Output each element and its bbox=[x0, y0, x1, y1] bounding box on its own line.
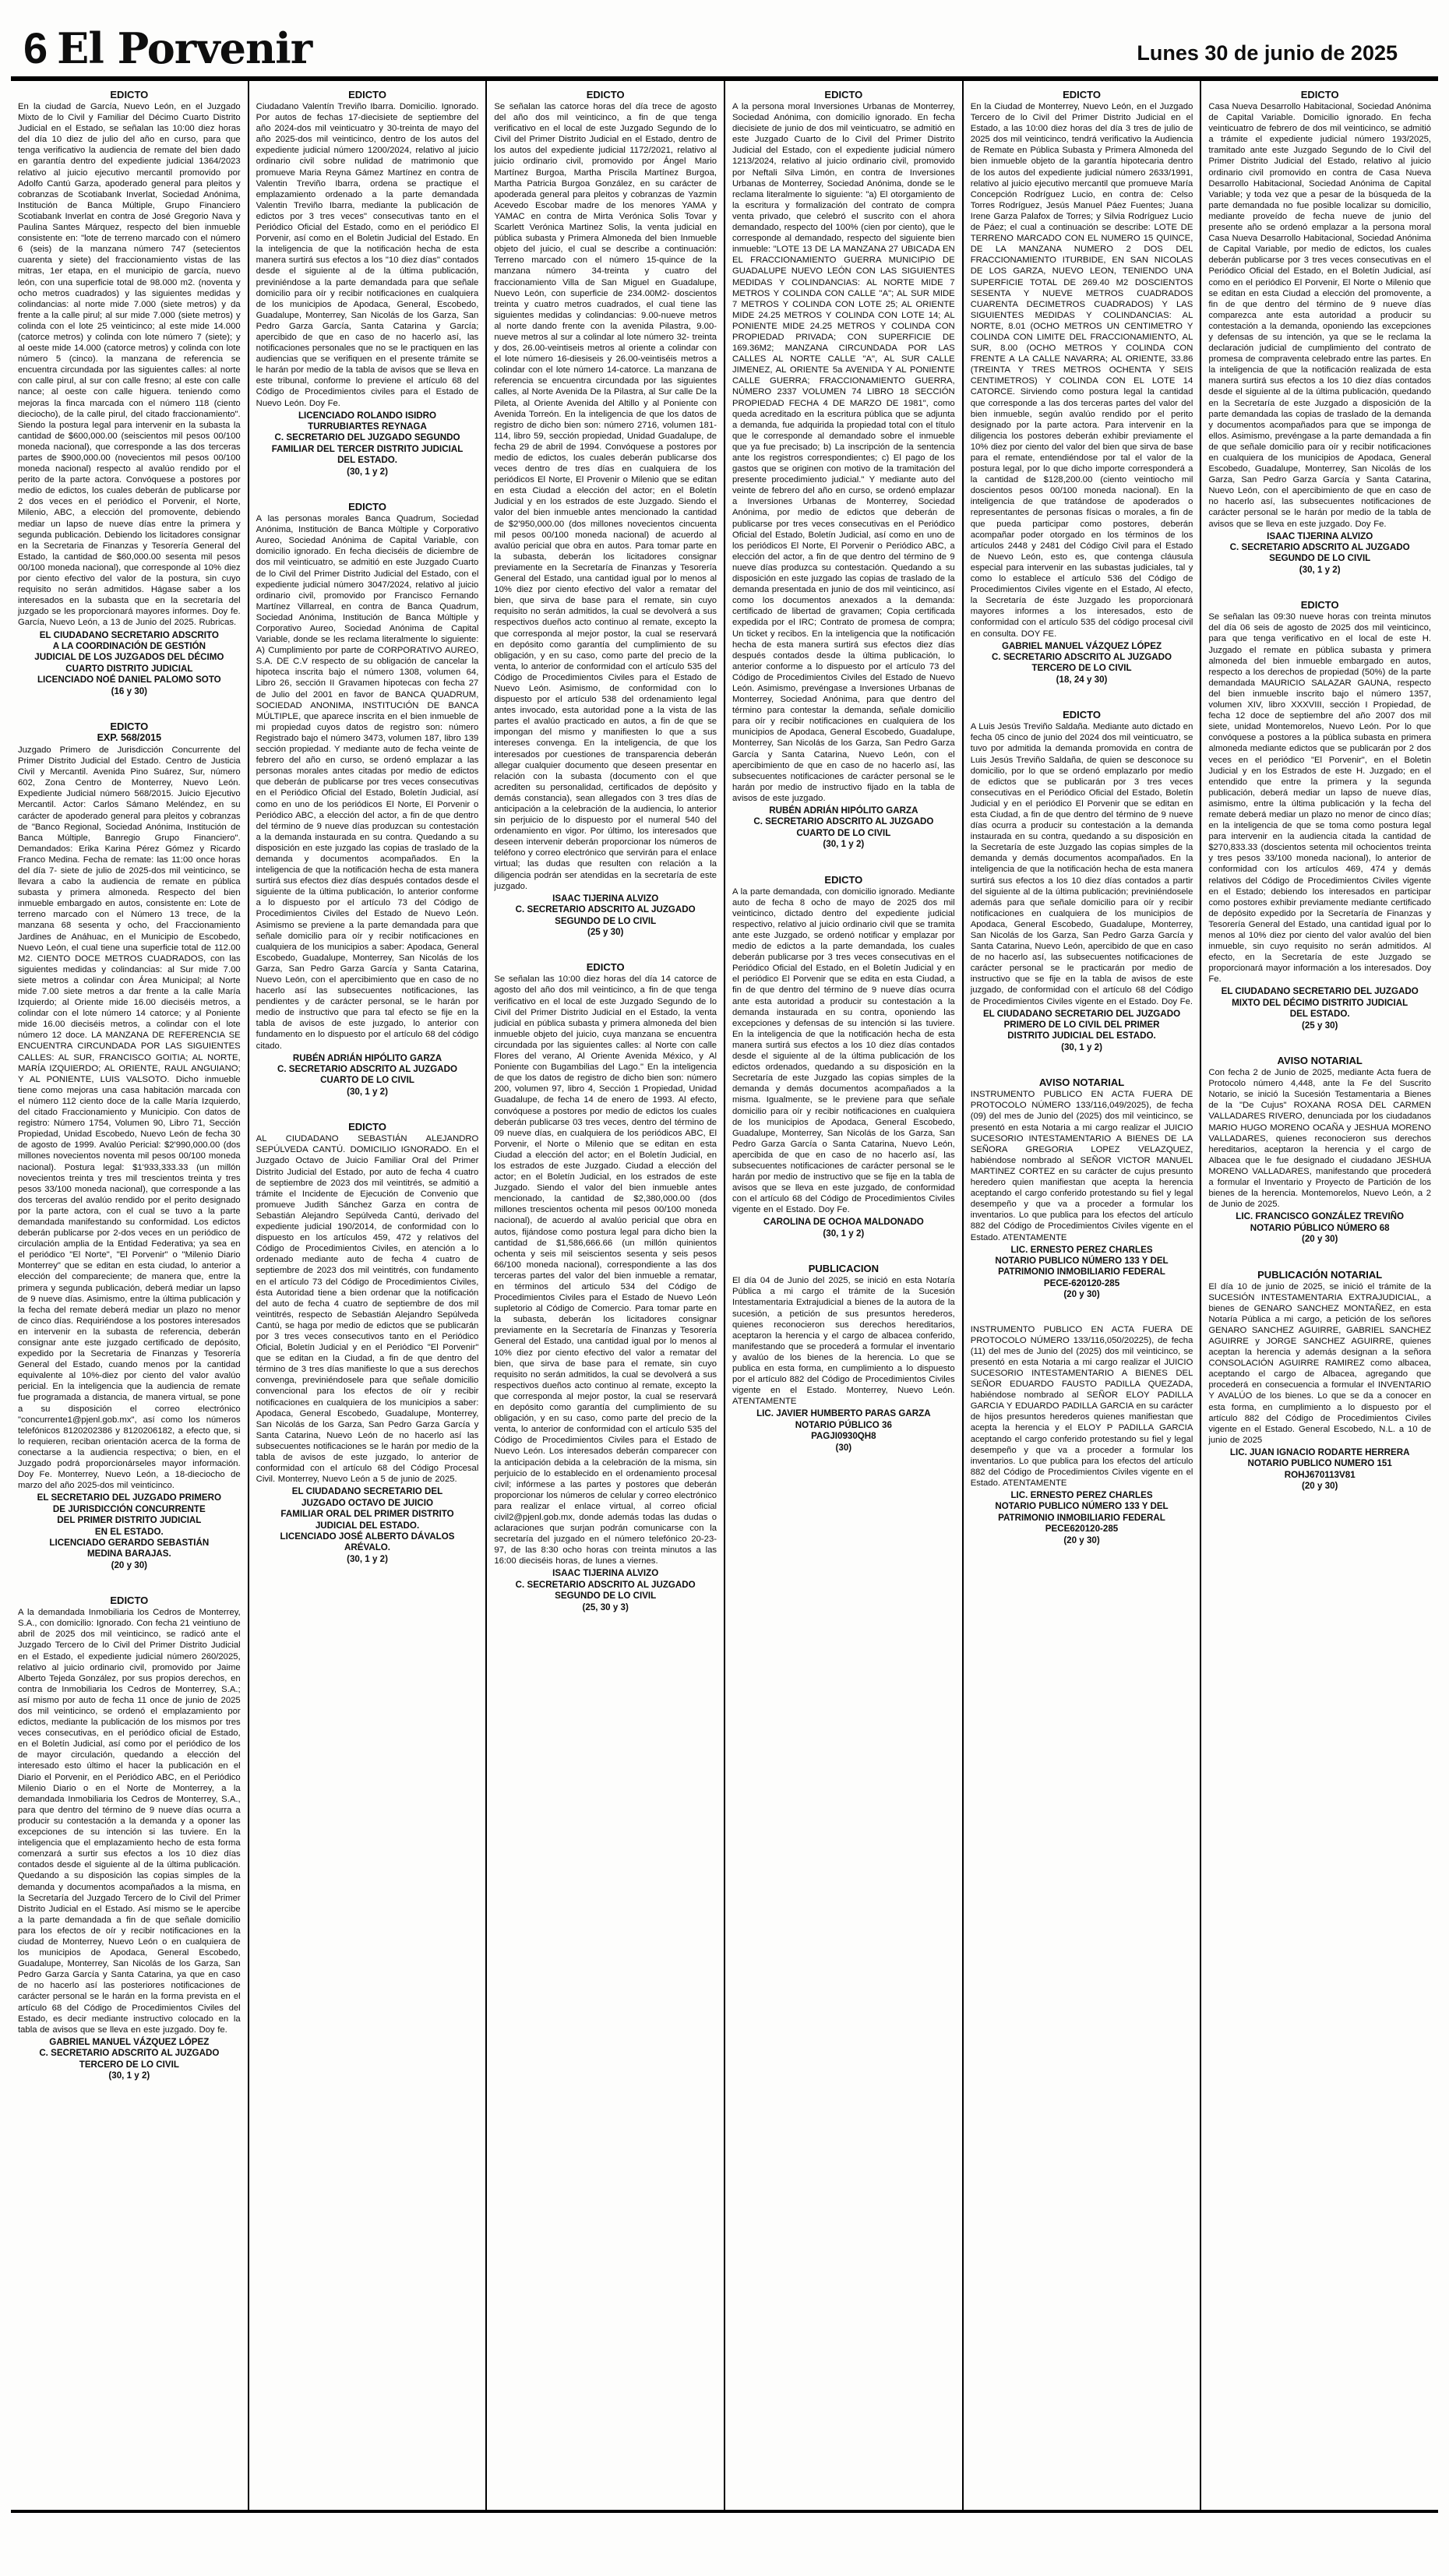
signature-line: C. SECRETARIO ADSCRITO AL JUZGADO bbox=[1229, 542, 1410, 553]
signature-line: PECE-620120-285 bbox=[1043, 1277, 1120, 1288]
page-columns bbox=[11, 81, 1438, 2513]
notice-body: En la ciudad de García, Nuevo León, en el Juzgado Mixto de lo Civil y Familiar del Décimo Cuarto Distrito Judicial en el Estado, se señalan las 10:00 diez horas del día 10 diez de julio del año en curso, para que tenga verificativo la audiencia de remate del bien dado en garantía dentro del expediente judicial 1364/2023 relativo al juicio ejecutivo mercantil promovido por Adolfo Cantú Garza, apoderado general para pleitos y cobranzas de Scotiabank Inverlat, Sociedad Anónima, Institución de Banca Múltiple, Grupo Financiero Scotiabank Inverlat en contra de José Gregorio Nava y Paulina Santes Márquez, respecto del bien inmueble consistente en: "lote de terreno marcado con el número 6 (seis) de la manzana número 747 (setecientos cuarenta y siete) del fraccionamiento vistas de las mitras, 1er etapa, en el municipio de garcía, nuevo león, con una superficie total de 98.000 m2. (noventa y ocho metros cuadrados) y las siguientes medidas y colindancias: al norte mide 7.000 (siete metros) y da frente a la calle pirul; al sur mide 7.000 (siete metros) y colinda con el lote 25 veinticinco; al este mide 14.000 (catorce metros) y colinda con lote número 7 (siete); y al oeste mide 14.000 (catorce metros) y colinda con lote número 5 (cinco). la manzana de referencia se encuentra circundada por las siguientes calles: al norte con calle pirul, al sur con calle fresno; al este con calle nance; al oeste con calle higuera. teniendo como mejoras la finca marcada con el número 118 (ciento dieciocho), de la calle pirul, del citado fraccionamiento". Siendo la postura legal para intervenir en la subasta la cantidad de $600,000.00 (seiscientos mil pesos 00/100 moneda nacional), que corresponde a las dos terceras partes de $900,000.00 (novecientos mil pesos 00/100 moneda nacional) respecto al avalúo rendido por el perito de la parte actora. Convóquese a postores por medio de edictos, los cuales deberán de publicarse por 2 dos veces en el periódico el Porvenir, el Norte, Milenio, ABC, a elección del promovente, debiendo mediar un lapso de nueve días entre la primera y segunda publicación. Debiendo los licitadores consignar en la Secretaria de Finanzas y Tesorería General del Estado, la cantidad de $60,000.00 sesenta mil pesos 00/100 moneda nacional), que corresponde al 10% diez por ciento efectivo del valor de la postura, sin cuyo requisito no serán admitidos. Hágase saber a los interesados en la subasta que en la secretaría del juzgado se les proporcionará mayores informes. Doy fe. García, Nuevo León, a 13 de Junio del 2025. Rubricas. bbox=[18, 102, 241, 628]
signature-line: RUBÉN ADRIÁN HIPÓLITO GARZA bbox=[769, 805, 918, 816]
signature-line: LICENCIADO GERARDO SEBASTIÁN bbox=[49, 1537, 210, 1548]
notice-heading: EDICTO bbox=[1300, 89, 1339, 100]
signature-line: EL CIUDADANO SECRETARIO DEL JUZGADO bbox=[1221, 986, 1419, 997]
notice-signature bbox=[18, 1492, 241, 1571]
signature-line: LIC. FRANCISCO GONZÁLEZ TREVIÑO bbox=[1236, 1211, 1405, 1222]
signature-line: (18, 24 y 30) bbox=[1056, 674, 1108, 685]
page-number: 6 bbox=[23, 23, 48, 72]
signature-line: EL CIUDADANO SECRETARIO DEL JUZGADO bbox=[982, 1008, 1181, 1019]
notice-body: Se señalan las catorce horas del día trece de agosto del año dos mil veinticinco, a fin de que tenga verificativo en el local de este Juzgado Segundo de lo Civil del Primer Distrito Judicial en el Estado, dentro de los autos del expediente judicial 1172/2021, relativo al juicio ordinario civil, promovido por Ángel Mario Martínez Burgoa, Martha Priscila Martínez Burgoa, Martha Patricia Burgoa González, en su carácter de apoderada general para pleitos y cobranzas de Yazmin Acevedo Escobar madre de los menores YAMA y YAMAC en contra de Mirta Verónica Solis Tovar y Scarlett Verónica Martinez Solis, la venta judicial en pública subasta y Primera Almoneda del bien Inmueble objeto del juicio, el cual se describe a continuación: Terreno marcado con el número 15-quince de la manzana número 34-treinta y cuatro del fraccionamiento Villa de San Miguel en Guadalupe, Nuevo León, con superficie de 234.00M2- doscientos treinta y cuatro metros cuadrados, el cual tiene las siguientes medidas y colindancias: 9.00-nueve metros al norte dando frente con la avenida Pilastra, 9.00-nueve metros al sur a colindar al lote número 32- treinta y dos, 26.00-veintiseis metros al oriente a colindar con el lote número 16-diesiseis y 26.00-veintiséis metros a colindar con el lote número 14-catorce. La manzana de referencia se encuentra circundada por las siguientes calles, al Norte Avenida De la Pilastra, al Sur calle De la Pileta, al Oriente Avenida del Altillo y al Poniente con Avenida Torreón. En la inteligencia de que los datos de registro de dicho bien son: número 2716, volumen 181-114, libro 59, sección propiedad, Unidad Guadalupe, de fecha 29 de abril de 1994. Convóquese a postores por medio de edictos, los cuales deberán publicarse dos veces dentro de tres días en cualquiera de los periódicos El Norte, El Provenir o Milenio que se editan en esta Ciudad a elección del actor; en el Boletín Judicial y en los estrados de este Juzgado. Siendo el valor del bien inmueble antes mencionado la cantidad de $2'950,000.00 (dos millones novecientos cincuenta mil pesos 00/100 moneda nacional) de acuerdo al avalúo pericial que obra en autos. Para tomar parte en la subasta, deberán los licitadores consignar previamente en la Secretaría de Finanzas y Tesorería General del Estado, una cantidad igual por lo menos al 10% diez por ciento efectivo del valor a rematar del bien, que sirva de base para el remate, sin cuyo requisito no serán admitidos, la cual se devolverá a sus respectivos dueños acto continuo al remate, excepto la que corresponda al mejor postor, la cual se reservará en depósito como garantía del cumplimiento de su obligación, y en su caso, como parte del precio de la venta, lo anterior de conformidad con el artículo 535 del Código de Procedimientos Civiles para el Estado de Nuevo León. Asimismo, de conformidad con lo dispuesto por el artículo 538 del ordenamiento legal antes invocado, esta autoridad pone a la vista de las partes el avalúo practicado en autos, a fin de que se impongan del mismo y manifiesten lo que a sus intereses convenga. En la inteligencia, de que los interesados por cuestiones de transparencia deberán allegar cualquier documento que deseen presentar en relación con la subasta (documento con el que acrediten su personalidad, certificados de depósito y demás constancia), sean allegados con 3 tres días de anticipación a la celebración de la audiencia, lo anterior sin perjuicio de lo dispuesto por el numeral 540 del ordenamiento en vigor. Por último, los interesados que deseen intervenir deberán proporcionar los números de teléfono y correo electrónico que servirán para el enlace virtual; las dudas que resulten con relación a la diligencia podrán ser atendidas en la secretaría de este juzgado. bbox=[494, 102, 717, 891]
signature-line: SEGUNDO DE LO CIVIL bbox=[555, 1591, 657, 1602]
signature-line: (16 y 30) bbox=[111, 685, 148, 696]
legal-notice bbox=[1208, 1269, 1431, 1492]
signature-line: (30) bbox=[835, 1442, 852, 1453]
signature-line: NOTARIO PUBLICO NUMERO 151 bbox=[1247, 1458, 1392, 1469]
page-header bbox=[0, 0, 1449, 73]
legal-notice bbox=[256, 1121, 479, 1565]
notice-body: A la demandada Inmobiliaria los Cedros de Monterrey, S.A., con domicilio: Ignorado. Con fecha 21 veintiuno de abril de 2025 dos mil veinticinco, se radicó ante el Juzgado Tercero de lo Civil del Primer Distrito Judicial en el Estado, el expediente judicial número 260/2025, relativo al juicio ordinario civil, promovido por Jaime Alberto Tejeda González, por sus propios derechos, en contra de Inmobiliaria los Cedros de Monterrey, S.A.; así mismo por auto de fecha 11 once de junio de 2025 dos mil veinticinco, se ordenó el emplazamiento por edictos, mediante la publicación de los mismos por tres veces consecutivas, en el periódico oficial de Estado, en el Boletín Judicial, así como por el periódico de los de mayor circulación, quedando a elección del interesado esto último el hacer la publicación en el Diario el Porvenir, en el Periódico ABC, en el Periódico Milenio Diario o en el Norte de Monterrey, a la demandada Inmobiliaria los Cedros de Monterrey, S.A., para que dentro del término de 9 nueve días ocurra a producir su contestación a la demanda y a oponer las excepciones de su intención si las tuviere. En la inteligencia que el emplazamiento hecho de esta forma comenzará a surtir sus efectos a los 10 diez días contados desde el siguiente al de la última publicación. Quedando a su disposición las copias simples de la demanda y documentos acompañados a la misma, en la Secretaría del Juzgado Tercero de lo Civil del Primer Distrito Judicial en el Estado. Así mismo se le apercibe a la parte demandada a fin de que señale domicilio para los efectos de oír y recibir notificaciones en la ciudad de Monterrey, Nuevo León o en cualquiera de los municipios de Apodaca, General Escobedo, Guadalupe, Monterrey, San Nicolás de los Garza, San Pedro Garza García y Santa Catarina, ya que en caso de no hacerlo así las posteriores notificaciones de carácter personal se le harán en la forma prevista en el artículo 68 del Código de Procedimientos Civiles del Estado, es decir mediante instructivo colocado en la tabla de avisos que se lleva en este juzgado. Doy fe. bbox=[18, 1608, 241, 2035]
signature-line: PATRIMONIO INMOBILIARIO FEDERAL bbox=[998, 1512, 1165, 1523]
notice-body: Se señalan las 09:30 nueve horas con treinta minutos del día 06 seis de agosto de 2025 dos mil veinticinco, para que tenga verificativo en el local de este H. Juzgado el remate en pública subasta y primera almoneda del bien inmueble embargado en autos, respecto a los derechos de propiedad (50%) de la parte demandada MAURICIO SALAZAR GAUNA, respecto del bien inmueble inscrito bajo el número 1357, volumen XIV, libro XXXVIII, sección I Propiedad, de fecha 12 doce de septiembre del año 2007 dos mil siete, unidad Montemorelos, Nuevo León. Por lo que convóquese a postores a la pública subasta en primera almoneda mediante edictos que se publicarán por 2 dos veces en el periódico "El Porvenir", en el Boletin Judicial y en los Estrados de este H. Juzgado; en el entendido que entre la primera y la segunda publicación, deberá mediar un lapso de nueve días, asimismo, entre la última publicación y la fecha del remate deberá mediar un plazo no menor de cinco días; en la inteligencia de que se toma como postura legal para intervenir en la audiencia citada la cantidad de $270,833.33 (doscientos setenta mil ochocientos treinta y tres pesos 33/100 moneda nacional), lo anterior de conformidad con los artículos 469, 474 y demás relativos del Código de Procedimientos Civiles vigente en el Estado; debiendo los interesados en participar como postores exhibir previamente mediante certificado de depósito expedido por la Secretaría de Finanzas y Tesorería General del Estado, una cantidad igual por lo menos al 10% diez por ciento del valor avalúo del bien inmueble, sin cuyo requisito no serán admitidos. Al efecto, en la Secretaría de este Juzgado se proporcionará mayor información a los interesados. Doy Fe. bbox=[1208, 612, 1432, 985]
signature-line: NOTARIO PUBLICO NÚMERO 133 Y DEL bbox=[995, 1501, 1169, 1512]
masthead bbox=[23, 23, 312, 73]
signature-line: TURRUBIARTES REYNAGA bbox=[308, 421, 427, 432]
notice-heading: EDICTO bbox=[824, 89, 863, 100]
notice-body: Con fecha 2 de Junio de 2025, mediante Acta fuera de Protocolo número 4,448, ante la Fe del Suscrito Notario, se inició la Sucesión Testamentaria a Bienes de la "De Cujus" ROXANA ROSA DEL CARMEN VALLADARES RIVERO, denunciada por los ciudadanos MARIO HUGO MORENO OCAÑA y JESHUA MORENO VALLADARES, quienes reconocieron sus derechos hereditarios, aceptaron la herencia y el cargo de Albacea que le fue designado el ciudadano JESHUA MORENO VALLADARES, manifestando que procederá a formular el Inventario y Proyecto de Partición de los bienes de la herencia. Montemorelos, Nuevo León, a 2 de Junio de 2025. bbox=[1208, 1068, 1432, 1210]
notice-signature bbox=[494, 1568, 717, 1613]
legal-notice bbox=[732, 89, 955, 851]
signature-line: GABRIEL MANUEL VÁZQUEZ LÓPEZ bbox=[49, 2036, 210, 2047]
notice-subheading: EXP. 568/2015 bbox=[97, 731, 162, 743]
notice-signature bbox=[256, 1053, 479, 1098]
notice-signature bbox=[971, 1009, 1193, 1054]
newspaper-column bbox=[487, 81, 725, 2510]
notice-body: En la Ciudad de Monterrey, Nuevo León, en el Juzgado Tercero de lo Civil del Primer Distrito Judicial en el Estado, a las 10:00 diez horas del día 3 tres de julio de 2025 dos mil veinticinco, tendrá verificativo la Audiencia de Remate en Pública Subasta y Primera Almoneda del bien inmueble objeto de la garantía hipotecaria dentro de los autos del expediente judicial número 2633/1991, relativo al juicio ejecutivo mercantil que promueve María Concepción Rodríguez Lucio, en contra de: Celso Torres Rodríguez, Jesús Manuel Páez Fuentes; Juana Irene Garza Palafox de Torres; y Silvia Rodríguez Lucio de Páez; el cual a continuación se describe: LOTE DE TERRENO MARCADO CON EL NUMERO 15 QUINCE, DE LA MANZANA NUMERO 2 DOS DEL FRACCIONAMIENTO ITURBIDE, EN SAN NICOLAS DE LOS GARZA, NUEVO LEON, TENIENDO UNA SUPERFICIE TOTAL DE 269.40 M2 DOSCIENTOS SESENTA Y NUEVE METROS CUADRADOS CUARENTA DECIMETROS CUADRADOS) Y LAS SIGUIENTES MEDIDAS Y COLINDANCIAS: AL NORTE, 8.01 (OCHO METROS UN CENTIMETRO Y COLINDA CON LIMITE DEL FRACCIONAMIENTO, AL SUR, 8.00 (OCHO METROS Y COLINDA CON FRENTE A LA CALLE NAVARRA; AL ORIENTE, 33.86 (TREINTA Y TRES METROS OCHENTA Y SEIS CENTIMETROS) Y COLINDA CON EL LOTE 14 CATORCE. Sirviendo como postura legal la cantidad que corresponde a las dos terceras partes del valor del bien inmueble, según avalúo rendido por el perito designado por la parte actora. Para intervenir en la diligencia los postores deberán exhibir previamente el 10% diez por ciento del valor del bien que sirva de base para el remate, entendiéndose por tal el valor de la postura legal, por lo que dicho importe corresponderá a la cantidad de $128,200.00 (ciento veintiocho mil doscientos pesos 00/100 moneda nacional). En la inteligencia de que tratándose de apoderados o representantes de personas físicas o morales, a fin de que pueda participar como postores, deberán acompañar poder otorgado en los términos de los artículos 2448 y 2481 del Código Civil para el Estado de Nuevo León, esto es, que contenga cláusula especial para intervenir en las subastas judiciales, tal y como lo establece el artículo 536 del Código de Procedimientos Civiles vigente en el Estado, Al efecto, la Secretaría de éste Juzgado les proporcionará mayores informes a los interesados, esto de conformidad con el artículo 535 del código procesal civil en consulta. DOY FE. bbox=[970, 102, 1193, 639]
legal-notice bbox=[971, 709, 1193, 1053]
signature-line: MEDINA BARAJAS. bbox=[86, 1549, 171, 1559]
notice-heading: EDICTO bbox=[1063, 709, 1101, 721]
signature-line: CUARTO DE LO CIVIL bbox=[320, 1075, 414, 1086]
notice-signature bbox=[1208, 531, 1431, 576]
notice-signature bbox=[971, 1245, 1193, 1301]
legal-notice bbox=[971, 1324, 1193, 1546]
notice-signature bbox=[256, 411, 479, 477]
legal-notice bbox=[971, 89, 1193, 685]
newspaper-title: El Porvenir bbox=[57, 23, 312, 73]
signature-line: (25 y 30) bbox=[587, 926, 624, 937]
signature-line: (25, 30 y 3) bbox=[582, 1602, 629, 1612]
signature-line: JUZGADO OCTAVO DE JUICIO bbox=[301, 1497, 433, 1508]
signature-line: TERCERO DE LO CIVIL bbox=[1031, 663, 1132, 674]
edition-date: Lunes 30 de junio de 2025 bbox=[1137, 41, 1398, 65]
signature-line: LIC. ERNESTO PEREZ CHARLES bbox=[1010, 1244, 1153, 1255]
signature-line: (30, 1 y 2) bbox=[347, 1553, 388, 1564]
signature-line: EL CIUDADANO SECRETARIO ADSCRITO bbox=[39, 629, 219, 640]
signature-line: PECE620120-285 bbox=[1045, 1524, 1119, 1535]
signature-line: DEL PRIMER DISTRITO JUDICIAL bbox=[57, 1515, 202, 1526]
signature-line: JUDICIAL DEL ESTADO. bbox=[315, 1520, 420, 1531]
signature-line: LIC. JUAN IGNACIO RODARTE HERRERA bbox=[1229, 1447, 1410, 1457]
notice-body: El día 04 de Junio del 2025, se inició en esta Notaría Pública a mi cargo el trámite de la Sucesión Intestamentaria Extrajudicial a bienes de la autora de la sucesión, a petición de sus presuntos herederos, quienes reconocieron sus derechos hereditarios, aceptaron la herencia y el cargo de albacea conferido, manifestando que se procederá a formular el inventario y avalúo de los bienes de la herencia. Lo que se publica en esta forma, en cumplimiento a lo dispuesto por el artículo 882 del Código de Procedimientos Civiles vigente en el Estado. Monterrey, Nuevo León. ATENTAMENTE bbox=[732, 1276, 955, 1407]
newspaper-column bbox=[249, 81, 488, 2510]
signature-line: DEL ESTADO. bbox=[1289, 1009, 1350, 1020]
notice-body: A la parte demandada, con domicilio ignorado. Mediante auto de fecha 8 ocho de mayo de 2025 dos mil veinticinco, dictado dentro del expediente judicial respectivo, relativo al juicio ordinario civil que se tramita ante este Juzgado, se ordenó notificar y emplazar por medio de edictos a la parte demandada, los cuales deberán publicarse por 3 tres veces consecutivas en el Periódico Oficial del Estado, en el Boletín Judicial y en el periódico El Porvenir que se edita en esta Ciudad, a fin de que dentro del término de 9 nueve días ocurra ante esta autoridad a producir su contestación a la demanda instaurada en su contra, oponiendo las excepciones y defensas de su intención si las tuviere. En la inteligencia de que la notificación hecha de esta manera surtirá sus efectos a los 10 diez días contados desde el siguiente al de la última publicación de los edictos ordenados, quedando a su disposición en la Secretaría de este Juzgado las copias simples de la demanda y demás documentos acompañados a la misma. Igualmente, se le previene para que señale domicilio para oír y recibir notificaciones en cualquiera de los municipios de Apodaca, General Escobedo, Guadalupe, Monterrey, San Nicolás de los Garza, San Pedro Garza García o Santa Catarina, Nuevo León, apercibida de que en caso de no hacerlo así, las subsecuentes notificaciones de carácter personal se le harán por medio de instructivo que se fije en la tabla de avisos que se lleva en este juzgado, de conformidad con el artículo 68 del Código de Procedimientos Civiles vigente en el Estado. Doy Fe. bbox=[732, 886, 955, 1215]
notice-heading: EDICTO bbox=[586, 89, 625, 100]
notice-body: El día 10 de junio de 2025, se inició el trámite de la SUCESIÓN INTESTAMENTARIA EXTRAJUDICIAL, a bienes de GENARO SANCHEZ MONTAÑEZ, en esta Notaría Pública a mi cargo, a petición de los señores GENARO SANCHEZ AGUIRRE, GABRIEL SANCHEZ AGUIRRE y JORGE SANCHEZ AGUIRRE, quienes aceptan la herencia y además designan a la señora CONSOLACIÓN AGUIRRE RAMIREZ como albacea, aceptando el cargo de Albacea, agregando que procederá en consecuencia a formular el INVENTARIO Y AVALÚO de los bienes. Lo que se da a conocer en esta forma, en cumplimiento a lo dispuesto por el artículo 882 del Código de Procedimientos Civiles vigente en el Estado. General Escobedo, N.L. a 10 de junio de 2025 bbox=[1208, 1281, 1432, 1445]
signature-line: NOTARIO PUBLICO NÚMERO 133 Y DEL bbox=[995, 1256, 1169, 1266]
signature-line: PAGJI0930QH8 bbox=[811, 1431, 876, 1442]
notice-heading: EDICTO bbox=[348, 1121, 386, 1133]
legal-notice bbox=[732, 874, 955, 1240]
signature-line: (20 y 30) bbox=[1301, 1234, 1338, 1245]
legal-notice bbox=[18, 89, 241, 697]
notice-body: INSTRUMENTO PUBLICO EN ACTA FUERA DE PROTOCOLO NÚMERO 133/116,050/20225), de fecha (11) del mes de Junio del (2025) dos mil veinticinco, se presentó en esta Notaria a mi cargo realizar el JUICIO SUCESORIO INTESTAMENTARIO A BIENES DEL SEÑOR EDUARDO FAUSTO PADILLA QUEZADA, habiéndose nombrado al SEÑOR ELOY PADILLA GARCIA Y EDUARDO PADILLA GARCIA en su carácter de hijos presuntos herederos quienes manifiestan que acepta la herencia y el ELOY P PADILLA GARCIA aceptando el cargo conferido protestando su fiel y legal desempeño y que va a proceder a formular los inventarios. Lo que publica para los efectos del artículo 882 del Código de Procedimientos Civiles vigente en el Estado. ATENTAMENTE bbox=[970, 1324, 1193, 1488]
notice-heading: AVISO NOTARIAL bbox=[1277, 1055, 1363, 1067]
signature-line: ARÉVALO. bbox=[344, 1542, 391, 1553]
notice-signature bbox=[971, 1490, 1193, 1546]
notice-signature bbox=[494, 893, 717, 939]
signature-line: C. SECRETARIO ADSCRITO AL JUZGADO bbox=[515, 1579, 696, 1590]
signature-line: CUARTO DE LO CIVIL bbox=[796, 827, 891, 838]
signature-line: A LA COORDINACIÓN DE GESTIÓN bbox=[52, 640, 206, 651]
legal-notice bbox=[1208, 89, 1431, 576]
notice-heading: PUBLICACION bbox=[808, 1263, 879, 1275]
signature-line: SEGUNDO DE LO CIVIL bbox=[555, 915, 657, 926]
signature-line: ISAAC TIJERINA ALVIZO bbox=[552, 893, 659, 904]
signature-line: GABRIEL MANUEL VÁZQUEZ LÓPEZ bbox=[1001, 640, 1162, 651]
legal-notice bbox=[971, 1077, 1193, 1300]
notice-heading: EDICTO bbox=[110, 720, 149, 732]
notice-signature bbox=[256, 1486, 479, 1565]
signature-line: PATRIMONIO INMOBILIARIO FEDERAL bbox=[998, 1267, 1165, 1277]
newspaper-column bbox=[1201, 81, 1438, 2510]
legal-notice bbox=[1208, 1055, 1431, 1245]
signature-line: TERCERO DE LO CIVIL bbox=[79, 2059, 179, 2070]
newspaper-column bbox=[725, 81, 964, 2510]
notice-heading: EDICTO bbox=[1300, 599, 1339, 611]
signature-line: MIXTO DEL DÉCIMO DISTRITO JUDICIAL bbox=[1232, 997, 1408, 1008]
legal-notice bbox=[1208, 599, 1431, 1031]
legal-notice bbox=[256, 501, 479, 1098]
signature-line: (30, 1 y 2) bbox=[823, 1228, 865, 1239]
signature-line: ISAAC TIJERINA ALVIZO bbox=[552, 1568, 659, 1579]
signature-line: CAROLINA DE OCHOA MALDONADO bbox=[763, 1217, 924, 1228]
signature-line: C. SECRETARIO ADSCRITO AL JUZGADO bbox=[277, 1064, 458, 1075]
signature-line: RUBÉN ADRIÁN HIPÓLITO GARZA bbox=[292, 1052, 442, 1063]
signature-line: LICENCIADO ROLANDO ISIDRO bbox=[298, 410, 437, 421]
signature-line: LIC. ERNESTO PEREZ CHARLES bbox=[1010, 1490, 1153, 1501]
signature-line: (20 y 30) bbox=[1063, 1535, 1100, 1545]
signature-line: (30, 1 y 2) bbox=[823, 839, 865, 850]
notice-heading: EDICTO bbox=[586, 961, 625, 974]
signature-line: C. SECRETARIO ADSCRITO AL JUZGADO bbox=[515, 904, 696, 915]
signature-line: LICENCIADO NOÉ DANIEL PALOMO SOTO bbox=[37, 675, 221, 685]
signature-line: SEGUNDO DE LO CIVIL bbox=[1269, 553, 1371, 564]
notice-heading: EDICTO bbox=[348, 89, 386, 100]
notice-heading: EDICTO bbox=[1063, 89, 1101, 100]
signature-line: LIC. JAVIER HUMBERTO PARAS GARZA bbox=[756, 1408, 931, 1419]
notice-body: Ciudadano Valentín Treviño Ibarra. Domicilio. Ignorado. Por autos de fechas 17-diecisiete de septiembre del año 2024-dos mil veinticuatro y 30-treinta de mayo del año 2025-dos mil veinticinco, dentro de los autos del expediente judicial número 1200/2024, relativo al juicio ordinario civil sobre nulidad de matrimonio que promueve Maria Reyna Gámez Martínez en contra de Valentin Treviño Ibarra, ordena se practique el emplazamiento ordenado a la parte demandada Valentin Treviño Ibarra, mediante la publicación de edictos por 3 tres veces" consecutivas tanto en el Periódico Oficial del Estado, como en el periódico El Porvenir, así como en el Boletin Judicial del Estado. En la inteligencia de que la notificación hecha de esta manera surtirá sus efectos a los "10 diez días" contados desde el siguiente al de la última publicación, previniéndose a la parte demandada para que señale domicilio para oír y recibir notificaciones en cualquiera de los municipios de Apodaca, General, Escobedo, Guadalupe, Monterrey, San Nicolás de los Garza, San Pedro Garza García, Santa Catarina y García; apercibido de que en caso de no hacerlo así, las notificaciones personales que no se le practiquen en las audiencias que se verifiquen en el presente trámite se le harán por medio de la tabla de avisos que se lleva en este tribunal, conforme lo previene el artículo 68 del Código de Procedimientos civiles para el Estado de Nuevo León. Doy Fe. bbox=[256, 102, 479, 408]
signature-line: C. SECRETARIO ADSCRITO AL JUZGADO bbox=[39, 2048, 220, 2059]
signature-line: CUARTO DISTRITO JUDICIAL bbox=[65, 663, 193, 674]
signature-line: EL SECRETARIO DEL JUZGADO PRIMERO bbox=[37, 1492, 222, 1503]
notice-signature bbox=[732, 1217, 955, 1239]
signature-line: PRIMERO DE LO CIVIL DEL PRIMER bbox=[1003, 1020, 1160, 1031]
notice-body: A Luis Jesús Treviño Saldaña. Mediante auto dictado en fecha 05 cinco de junio del 2024 dos mil veinticuatro, se tuvo por admitida la demanda promovida en contra de Luis Jesús Treviño Saldaña, de quien se desconoce su domicilio, por lo que se ordenó emplazarlo por medio de edictos que se publicarán por 3 tres veces consecutivas en el Periódico Oficial del Estado, Boletín Judicial y en el periódico El Porvenir que se editan en esta Ciudad, a fin de que dentro del término de 9 nueve días ocurra a producir su contestación a la demanda instaurada en su contra, quedando a su disposición en la Secretaría de este Juzgado las copias simples de la demanda y demás documentos acompañados. En la inteligencia de que la notificación hecha de esta manera surtirá sus efectos a los 10 diez días contados a partir del siguiente al de la última publicación; previniéndosele además para que señale domicilio para oír y recibir notificaciones en cualquiera de los municipios de Apodaca, General Escobedo, Guadalupe, Monterrey, San Nicolás de los Garza, San Pedro Garza García y Santa Catarina, Nuevo León, apercibido de que en caso de no hacerlo así, las subsecuentes notificaciones de carácter personal se le practicarán por medio de instructivo que se fije en la tabla de avisos de este juzgado, de conformidad con el artículo 68 del Código de Procedimientos Civiles vigente en el Estado. Doy Fe. bbox=[970, 722, 1193, 1006]
notice-signature bbox=[1208, 1447, 1431, 1492]
notice-heading: PUBLICACIÓN NOTARIAL bbox=[1257, 1268, 1383, 1281]
signature-line: FAMILIAR DEL TERCER DISTRITO JUDICIAL bbox=[271, 443, 464, 454]
notice-body: Juzgado Primero de Jurisdicción Concurrente del Primer Distrito Judicial del Estado. Centro de Justicia Civil y Mercantil. Avenida Pino Suárez, Sur, número 602, Zona Centro de Monterrey, Nuevo León. Expediente Judicial número 568/2015. Juicio Ejecutivo Mercantil. Actor: Carlos Sámano Meléndez, en su carácter de apoderado general para pleitos y cobranzas de "Banco Regional, Sociedad Anónima, Institución de Banca Múltiple, Banregio Grupo Financiero". Demandados: Erika Karina Pérez Gómez y Ricardo Franco Medina. Fecha de remate: las 11:00 once horas del día 7- siete de julio de 2025-dos mil veinticinco, se llevara a cabo la audiencia de remate en pública subasta y primera almoneda. Respecto del bien inmueble embargado en autos, consistente en: Lote de terreno marcado con el Número 13 trece, de la manzana 68 sesenta y ocho, del Fraccionamiento Jardines de Anáhuac, en el Municipio de Escobedo, Nuevo León, el cual tiene una superficie total de 112.00 M2. CIENTO DOCE METROS CUADRADOS, con las siguientes medidas y colindancias: al Sur mide 7.00 siete metros a colindar con Área Municipal; al Norte mide 7.00 siete metros a dar frente a la calle María Izquierdo; al Oriente mide 16.00 dieciséis metros, a colindar con el lote número 14 catorce; y al Poniente mide 16.00 dieciséis metros, a colindar con el lote número 12 doce. LA MANZANA DE REFERENCIA SE ENCUENTRA CIRCUNDADA POR LAS SIGUIENTES CALLES: AL SUR, FRANCISCO GOITIA; AL NORTE, MARÍA IZQUIERDO; AL ORIENTE, RAUL ANGUIANO; Y AL PONIENTE, LUIS VALSOTO. Dicho inmueble tiene como mejoras una casa habitación marcada con el número 112 ciento doce de la calle María Izquierdo, del citado Fraccionamiento y Municipio. Con datos de registro: Número 1754, Volumen 90, Libro 71, Sección Propiedad, Unidad Escobedo, Nuevo León de fecha 30 de agosto de 1999. Avalúo Pericial: $2'990,000.00 (dos millones novecientos noventa mil pesos 00/100 moneda nacional). Postura legal: $1'933,333.33 (un millón novecientos treinta y tres mil trescientos treinta y tres pesos 33/100 moneda nacional), que corresponde a las dos terceras del avalúo rendido por el perito designado por la parte actora, con el cual se tuvo a la parte demandada manifestando su conformidad. Los edictos deberán publicarse por 2-dos veces en un periódico de circulación amplia de la Entidad Federativa; ya sea en el periódico "El Norte", "El Porvenir" o "Milenio Diario Monterrey" que se editan en esta ciudad, lo anterior a elección del compareciente; de manera que, entre la primera y segunda publicación, deberá mediar un lapso de 9 nueve días. Asimismo, entre la última publicación y la fecha del remate deberá mediar un plazo no menor de cinco días. Requiriéndose a los postores interesados en intervenir en la subasta de referencia, deberán consignar ante este juzgado certificado de depósito, expedido por la Secretaria de Finanzas y Tesorería General del Estado, cuando menos por la cantidad equivalente al 10%-diez por ciento del valor avalúo pericial. En la inteligencia que la audiencia de remate fue programada a distancia, de manera virtual, se pone a su disposición el correo electrónico "concurrente1@pjenl.gob.mx", así como los números telefónicos 8120202386 y 8120206182, a efecto que, si lo requieren, reciban orientación acerca de la forma de conectarse a la audiencia respectiva; o bien, en el Juzgado podrá proporcionárseles mayor información. Doy Fe. Monterrey, Nuevo León, a 18-dieciocho de marzo del año 2025-dos mil veinticinco. bbox=[18, 745, 241, 1491]
notice-signature bbox=[18, 630, 241, 697]
notice-body: A la persona moral Inversiones Urbanas de Monterrey, Sociedad Anónima, con domicilio ignorado. En fecha diecisiete de junio de dos mil veinticuatro, se admitió en este Juzgado Cuarto de lo Civil del Primer Distrito Judicial del Estado, con el expediente judicial número 1213/2024, relativo al juicio ordinario civil, promovido por Neftali Silva Limón, en contra de Inversiones Urbanas de Monterrey, Sociedad Anónima, donde se le reclama literalmente lo siguiente: "a) El otorgamiento de la escritura y formalización del contrato de compra venta privado, que celebró el suscrito con el ahora demandado, respecto del 100% (cien por ciento), que le corresponde al demandado, respecto del siguiente bien inmueble: "LOTE 13 DE LA MANZANA 27 UBICADA EN EL FRACCIONAMIENTO GUERRA MUNICIPIO DE GUADALUPE NUEVO LEÓN CON LAS SIGUIENTES MEDIDAS Y COLINDANCIAS: AL NORTE MIDE 7 METROS Y COLINDA CON CALLE "A"; AL SUR MIDE 7 METROS Y COLINDA CON LOTE 25; AL ORIENTE MIDE 24.25 METROS Y COLINDA CON LOTE 14; AL PONIENTE MIDE 24.25 METROS Y COLINDA CON PROPIEDAD PRIVADA; CON SUPERFICIE DE 169.36M2; MANZANA CIRCUNDADA POR LAS CALLES AL NORTE CALLE "A", AL SUR CALLE JIMENEZ, AL ORIENTE 5a AVENIDA Y AL PONIENTE CALLE GUERRA; FRACCIONAMIENTO GUERRA, NÚMERO 2337 VOLUMEN 74 LIBRO 18 SECCIÓN PROPIEDAD FECHA 4 DE MARZO DE 1981", como queda acreditado en la escritura pública que se adjunta a demanda, fue adquirida la propiedad total con el título que le corresponde al demandado sobre el inmueble que ya fue precisado; b) La inscripción de la sentencia ante los registros correspondientes; c) El pago de los gastos que se originen con motivo de la tramitación del presente procedimiento judicial." Y mediante auto del veinte de febrero del año en curso, se ordenó emplazar a Inversiones Urbanas de Monterrey, Sociedad Anónima, por medio de edictos que deberán de publicarse por tres veces consecutivas en el Periódico Oficial del Estado, Boletín Judicial, así como en uno de los periódicos El Norte, El Porvenir o Periódico ABC, a elección del actor, a fin de que dentro del término de 9 nueve días produzca su contestación. Quedando a su disposición en este juzgado las copias de traslado de la demanda presentada en junio de dos mil veinticinco, así como los documentos anexados a la demanda: certificado de libertad de gravamen; Copia certificada expedida por el IRC; Contrato de promesa de compra; Un ticket y recibos. En la inteligencia que la notificación hecha de esta manera surtirá sus efectos diez días después contados desde la última publicación, lo anterior conforme a lo dispuesto por el artículo 73 del Código de Procedimientos Civiles del Estado de Nuevo León. Asimismo, prevéngase a Inversiones Urbanas de Monterrey, Sociedad Anónima, para que dentro del término para contestar la demanda, señale domicilio para oír y recibir notificaciones en cualquiera de los municipios de Apodaca, General Escobedo, Guadalupe, Monterrey, San Nicolás de los Garza, San Pedro Garza García y Santa Catarina, Nuevo León, con el apercibimiento de que en caso de no hacerlo así, las subsecuentes notificaciones de carácter personal se le harán por medio de instructivo fijado en la tabla de avisos de este juzgado. bbox=[732, 102, 955, 803]
notice-heading: EDICTO bbox=[824, 873, 863, 886]
signature-line: ROHJ670113V81 bbox=[1284, 1469, 1356, 1480]
signature-line: (30, 1 y 2) bbox=[1299, 564, 1341, 575]
signature-line: EN EL ESTADO. bbox=[94, 1526, 164, 1537]
newspaper-column bbox=[964, 81, 1202, 2510]
signature-line: (20 y 30) bbox=[1301, 1481, 1338, 1492]
signature-line: C. SECRETARIO ADSCRITO AL JUZGADO bbox=[753, 816, 934, 827]
signature-line: (30, 1 y 2) bbox=[347, 1086, 388, 1097]
signature-line: (20 y 30) bbox=[111, 1559, 148, 1570]
notice-heading: EDICTO bbox=[110, 89, 149, 100]
notice-signature bbox=[1208, 1211, 1431, 1245]
signature-line: DEL ESTADO. bbox=[337, 455, 397, 466]
notice-signature bbox=[732, 1408, 955, 1454]
signature-line: C. SECRETARIO ADSCRITO AL JUZGADO bbox=[992, 652, 1172, 662]
signature-line: NOTARIO PÚBLICO 36 bbox=[795, 1419, 892, 1430]
legal-notice bbox=[732, 1263, 955, 1454]
notice-heading: EDICTO bbox=[348, 501, 386, 513]
notice-heading: EDICTO bbox=[110, 1595, 149, 1607]
notice-body: Se señalan las 10:00 diez horas del día 14 catorce de agosto del año dos mil veinticinco, a fin de que tenga verificativo en el local de este Juzgado Segundo de lo Civil del Primer Distrito Judicial en el Estado, la venta judicial en pública subasta y primera almoneda del bien inmueble objeto del juicio, cuya manzana se encuentra circundada por las siguientes calles: al Norte con calle Flores del verano, Al Oriente Avenida México, y Al Poniente con Bugambilias del Lago." En la inteligencia de que los datos de registro de dicho bien son: número 200, volumen 97, libro 4, Sección 1 Propiedad, Unidad Guadalupe, de fecha 14 de enero de 1993. Al efecto, convóquese a postores por medio de edictos los cuales deberán publicarse 03 tres veces, dentro del término de 09 nueve días, en cualquiera de los periódicos ABC, El Porvenir, el Norte o Milenio que se editan en esta Ciudad a elección del actor; en el Boletín Judicial, en los estrados de este Juzgado. Ciudad a elección del actor; en el Boletín Judicial, en los estrados de este Juzgado. Siendo el valor del bien inmueble antes mencionado, la cantidad de $2,380,000.00 (dos millones trescientos ochenta mil pesos 00/100 moneda nacional), de acuerdo al avalúo pericial que obra en autos, fijándose como postura legal para dicho bien la cantidad de $1,586,666.66 (un millón quinientos ochenta y seis mil seiscientos sesenta y seis pesos 66/100 moneda nacional), correspondiente a las dos terceras partes del valor del bien inmueble a rematar, en términos del articulo 534 del Código de Procedimientos Civiles para el Estado de Nuevo León supletorio al Código de Comercio. Para tomar parte en la subasta, deberán los licitadores consignar previamente en la Secretaría de Finanzas y Tesorería General del Estado, una cantidad igual por lo menos al 10% diez por ciento efectivo del valor a rematar del bien, que sirva de base para el remate, sin cuyo requisito no serán admitidos, la cual se devolverá a sus respectivos dueños acto continuo al remate, excepto la que corresponda al mejor postor, la cual se reservará en depósito como garantía del cumplimiento de su obligación, y en su caso, como parte del precio de la venta, lo anterior de conformidad con el artículo 535 del Código de Procedimientos Civiles para el Estado de Nuevo León. Los interesados deberán comparecer con la anticipación debida a la celebración de la misma, sin perjuicio de lo establecido en el ordenamiento procesal civil; infórmese a las partes y postores que deberán proporcionar los números de celular y correo electrónico para realizar el enlace virtual, al correo oficial civil2@pjenl.gob.mx, donde además todas las dudas o aclaraciones que surjan podrán comunicarse con la secretaría del juzgado en el número telefónico 20-23-97, de las 8:30 ocho horas con treinta minutos a las 16:00 dieciséis horas, de lunes a viernes. bbox=[494, 974, 717, 1566]
notice-signature bbox=[971, 641, 1193, 686]
signature-line: ISAAC TIJERINA ALVIZO bbox=[1267, 530, 1373, 541]
signature-line: (25 y 30) bbox=[1301, 1020, 1338, 1031]
notice-signature bbox=[1208, 986, 1431, 1031]
legal-notice bbox=[494, 961, 717, 1613]
signature-line: JUDICIAL DE LOS JUZGADOS DEL DÉCIMO bbox=[34, 652, 224, 663]
legal-notice bbox=[494, 89, 717, 938]
notice-signature bbox=[732, 805, 955, 851]
newspaper-column bbox=[11, 81, 249, 2510]
signature-line: (30, 1 y 2) bbox=[1061, 1041, 1102, 1052]
signature-line: (20 y 30) bbox=[1063, 1289, 1100, 1300]
notice-body: Casa Nueva Desarrollo Habitacional, Sociedad Anónima de Capital Variable. Domicilio ignorado. En fecha veinticuatro de febrero de dos mil veinticinco, se admitió a trámite el expediente judicial número 193/2025, tramitado ante este Juzgado Segundo de lo Civil del Primer Distrito Judicial del Estado, relativo al juicio ordinario civil promovido en contra de Casa Nueva Desarrollo Habitacional, Sociedad Anónima de Capital Variable; y toda vez que a pesar de la búsqueda de la parte demandada no fue posible localizar su domicilio, mediante proveído de fecha nueve de junio del presente año se ordenó emplazar a la persona moral Casa Nueva Desarrollo Habitacional, Sociedad Anónima de Capital Variable, por medio de edictos, los cuales deberán publicarse por 3 tres veces consecutivas en el Periódico Oficial del Estado, en el Boletín Judicial, así como en el periódico El Porvenir, El Norte o Milenio que se editan en esta Ciudad a elección del promovente, a fin de que dentro del término de 9 nueve días comparezca ante esta autoridad a producir su contestación a la demanda, oponiendo las excepciones y defensas de su intención, ya que se le reclama la declaración judicial de cumplimiento del contrato de promesa de compraventa celebrado entre las partes. En la inteligencia de que la notificación realizada de esta manera surtirá sus efectos a los 10 diez días contados desde el siguiente al de la última publicación, quedando en la Secretaría de este Juzgado a disposición de la parte demandada las copias de traslado de la demanda y documentos acompañados para que se imponga de ellos. Asimismo, prevéngase a la parte demandada a fin de que señale domicilio para oír y recibir notificaciones en cualquiera de los municipios de Apodaca, General Escobedo, Guadalupe, Monterrey, San Nicolás de los Garza, San Pedro Garza García y Santa Catarina, Nuevo León, con el apercibimiento de que en caso de no hacerlo así, las subsecuentes notificaciones de carácter personal se le harán por medio de la tabla de avisos que se lleva en este juzgado. Doy Fe. bbox=[1208, 102, 1432, 529]
legal-notice bbox=[18, 1595, 241, 2081]
legal-notice bbox=[256, 89, 479, 477]
signature-line: (30, 1 y 2) bbox=[108, 2070, 150, 2081]
signature-line: NOTARIO PÚBLICO NÚMERO 68 bbox=[1250, 1222, 1390, 1233]
signature-line: LICENCIADO JOSÉ ALBERTO DÁVALOS bbox=[280, 1531, 455, 1542]
notice-body: INSTRUMENTO PUBLICO EN ACTA FUERA DE PROTOCOLO NÚMERO 133/116,049/2025), de fecha (09) del mes de Junio del (2025) dos mil veinticinco, se presentó en esta Notaria a mi cargo realizar el JUICIO SUCESORIO INTESTAMENTARIO A BIENES DE LA SEÑORA GREGORIA LOPEZ VELAZQUEZ, habiéndose nombrado al SEÑOR VICTOR MANUEL MARTINEZ CORTEZ en su carácter de cujus presunto heredero quien manifiestan que acepta la herencia aceptando el cargo conferido protestando su fiel y legal desempeño y que va a proceder a formular los inventarios. Lo que publica para los efectos del artículo 882 del Código de Procedimientos Civiles vigente en el Estado. ATENTAMENTE bbox=[970, 1090, 1193, 1242]
notice-body: A las personas morales Banca Quadrum, Sociedad Anónima, Institución de Banca Múltiple y Corporativo Aureo, Sociedad Anónima de Capital Variable, con domicilio ignorado. En fecha dieciséis de diciembre de dos mil veinticuatro, se admitió en este Juzgado Cuarto de lo Civil del Primer Distrito Judicial del Estado, con el expediente judicial número 3047/2024, relativo al juicio ordinario civil, promovido por Francisco Fernando Martínez Villarreal, en contra de Banca Quadrum, Sociedad Anónima, Institución de Banca Múltiple y Corporativo Aureo, Sociedad Anónima de Capital Variable, donde se les reclama literalmente lo siguiente: A) Cumplimiento por parte de CORPORATIVO AUREO, S.A. DE C.V respecto de su obligación de cancelar la hipoteca inscrita bajo el número 1308, volumen 64, Libro 26, sección II Gravamen hipotecas con fecha 27 de Julio del 2001 en favor de BANCA QUADRUM, SOCIEDAD ANONIMA, INSTITUCIÓN DE BANCA MÚLTIPLE, que aparece inscrita en el bien inmueble de mi propiedad cuyos datos de registro son: número Registrado bajo el número 3473, volumen 187, libro 139 sección propiedad. Y mediante auto de fecha veinte de febrero del año en curso, se ordenó emplazar a las personas morales antes citadas por medio de edictos que deberán de publicarse por tres veces consecutivas en el Periódico Oficial del Estado, Boletín Judicial, así como en uno de los periódicos El Norte, El Porvenir o Periódico ABC, a elección del actor, a fin de que dentro del término de 9 nueve días produzcan su contestación a la demanda instaurada en su contra. Quedando a su disposición en este juzgado las copias de traslado de la demanda y documentos acompañados. En la inteligencia de que la notificación hecha de esta manera surtirá sus efectos diez días después contados desde el siguiente de la última publicación, lo anterior conforme a lo dispuesto por el artículo 73 del Código de Procedimientos Civiles del Estado de Nuevo León. Asimismo se previene a la parte demandada para que señale domicilio para oír y recibir notificaciones en cualquiera de los municipios a saber: Apodaca, General Escobedo, Guadalupe, Monterrey, San Nicolás de los Garza, San Pedro Garza García y Santa Catarina, Nuevo León, con el apercibimiento que en caso de no hacerlo así las subsecuentes notificaciones, las pendientes y de carácter personal, se le harán por medio de instructivo que para tal efecto se fije en la tabla de avisos de este juzgado, lo anterior con fundamento en lo dispuesto por el artículo 68 del código citado. bbox=[256, 514, 479, 1051]
notice-signature bbox=[18, 2037, 241, 2082]
signature-line: EL CIUDADANO SECRETARIO DEL bbox=[291, 1486, 443, 1497]
signature-line: DE JURISDICCIÓN CONCURRENTE bbox=[52, 1503, 206, 1514]
notice-body: AL CIUDADANO SEBASTIÁN ALEJANDRO SEPÚLVEDA CANTÚ. DOMICILIO IGNORADO. En el Juzgado Octavo de Juicio Familiar Oral del Primer Distrito Judicial del Estado, por auto de fecha 4 cuatro de septiembre de 2023 dos mil veintitrés, se admitió a trámite el Incidente de Ejecución de Convenio que promueve Judith Sánchez Garza en contra de Sebastián Alejandro Sepúlveda Cantú, derivado del expediente judicial 190/2014, de conformidad con lo dispuesto en los artículos 459, 472 y relativos del Código de Procedimientos Civiles, en atención a lo ordenado mediante auto de fecha 4 cuatro de septiembre de 2023 dos mil veintitrés, con fundamento en el artículo 73 del Código de Procedimientos Civiles, ésta Autoridad tiene a bien ordenar que la notificación del auto de fecha 4 cuatro de septiembre de dos mil veintitrés, respecto de Sebastián Alejandro Sepúlveda Cantú, se haga por medio de edictos que se publicarán por 3 tres veces consecutivos tanto en el Periódico Oficial, Boletín Judicial y en el Periódico "El Porvenir" que se editan en la Ciudad, a fin de que dentro del término de 3 tres días manifieste lo que a sus derechos convenga, previniéndosele para que señale domicilio convencional para los efectos de oír y recibir notificaciones en cualquiera de los municipios a saber: Apodaca, General Escobedo, Guadalupe, Monterrey, San Nicolás de los Garza, San Pedro Garza García y Santa Catarina, Nuevo León de no hacerlo así las subsecuentes notificaciones se le harán por medio de la tabla de avisos de este juzgado, lo anterior de conformidad con el artículo 68 del Código Procesal Civil. Monterrey, Nuevo León a 5 de junio de 2025. bbox=[256, 1134, 479, 1485]
legal-notice bbox=[18, 721, 241, 1571]
signature-line: FAMILIAR ORAL DEL PRIMER DISTRITO bbox=[280, 1509, 454, 1520]
notice-heading: AVISO NOTARIAL bbox=[1038, 1077, 1125, 1089]
signature-line: C. SECRETARIO DEL JUZGADO SEGUNDO bbox=[274, 432, 460, 443]
signature-line: DISTRITO JUDICIAL DEL ESTADO. bbox=[1007, 1031, 1156, 1041]
signature-line: (30, 1 y 2) bbox=[347, 466, 388, 477]
